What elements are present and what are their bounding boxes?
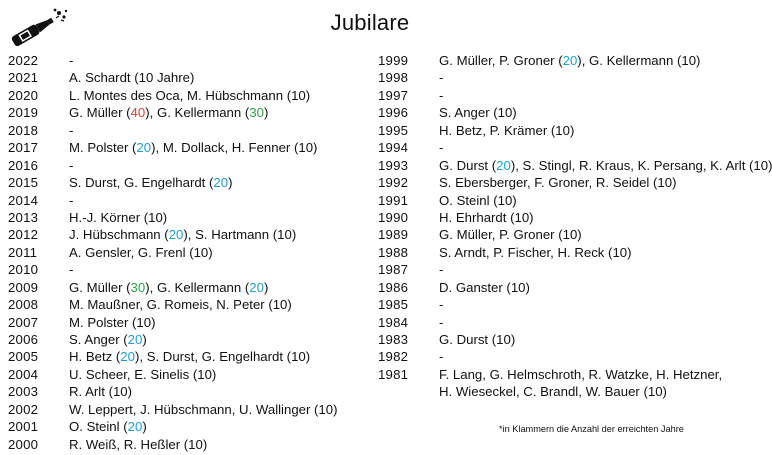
honorees-text: H. Wieseckel, C. Brandl, W. Bauer (10)	[439, 384, 667, 400]
year-label: 2020	[8, 87, 39, 103]
year-label: 2016	[8, 157, 39, 173]
honorees-text: H.-J. Körner (10)	[69, 209, 168, 225]
year-label: 1988	[378, 244, 409, 260]
year-label: 1999	[378, 53, 409, 68]
years-count: 20	[213, 175, 229, 191]
years-count: 20	[249, 279, 264, 295]
year-label: 2021	[8, 70, 39, 86]
honorees-text: -	[439, 262, 444, 278]
years-count: 40	[130, 105, 146, 121]
honorees-text: S. Arndt, P. Fischer, H. Reck (10)	[439, 244, 632, 260]
honorees-text: R. Weiß, R. Heßler (10)	[69, 436, 208, 452]
honorees-text: H. Betz, P. Krämer (10)	[439, 122, 575, 138]
year-label: 2014	[8, 192, 39, 208]
honorees-text: W. Leppert, J. Hübschmann, U. Wallinger (10)	[69, 401, 338, 417]
year-label: 2004	[8, 366, 39, 382]
honorees-text: D. Ganster (10)	[439, 279, 530, 295]
year-label: 2022	[8, 53, 39, 68]
year-label: 2010	[8, 262, 39, 278]
year-label: 2008	[8, 297, 39, 313]
year-label: 1993	[378, 157, 409, 173]
year-label: 1984	[378, 314, 409, 330]
year-label: 2001	[8, 419, 39, 435]
year-label: 2019	[8, 105, 39, 121]
honorees-text: M. Polster (10)	[69, 314, 156, 330]
page-title: Jubilare	[330, 10, 410, 35]
year-label: 2000	[8, 436, 39, 452]
years-count: 20	[136, 140, 152, 156]
years-count: 20	[168, 227, 184, 243]
years-count: 20	[127, 419, 143, 435]
year-label: 2018	[8, 122, 39, 138]
honorees-text: -	[439, 140, 444, 156]
honorees-text: H. Ehrhardt (10)	[439, 209, 534, 225]
year-label: 1992	[378, 175, 409, 191]
year-label: 2003	[8, 384, 39, 400]
honorees-text: -	[439, 349, 444, 365]
honorees-text: A. Schardt (10 Jahre)	[69, 70, 195, 86]
year-label: 2017	[8, 140, 39, 156]
year-label: 1997	[378, 87, 409, 103]
year-label: 1983	[378, 332, 409, 347]
honorees-text: S. Durst, G. Engelhardt (20)	[69, 175, 233, 191]
honorees-text: G. Müller (30), G. Kellermann (20)	[69, 279, 269, 295]
year-label: 2005	[8, 349, 39, 365]
year-label: 1989	[378, 227, 409, 243]
year-label: 1987	[378, 262, 409, 278]
honorees-text: L. Montes des Oca, M. Hübschmann (10)	[69, 87, 311, 103]
honorees-text: U. Scheer, E. Sinelis (10)	[69, 366, 217, 382]
years-count: 30	[130, 279, 146, 295]
year-label: 1994	[378, 140, 409, 156]
footnote: *in Klammern die Anzahl der erreichten Jahre	[499, 424, 684, 434]
year-label: 1991	[378, 192, 409, 208]
honorees-text: -	[439, 297, 444, 313]
years-count: 20	[562, 53, 578, 68]
year-label: 1990	[378, 209, 409, 225]
honorees-text: -	[439, 70, 444, 86]
year-label: 1996	[378, 105, 409, 121]
honorees-text: O. Steinl (20)	[69, 419, 147, 435]
honorees-text: M. Maußner, G. Romeis, N. Peter (10)	[69, 297, 292, 313]
honorees-text: S. Anger (10)	[439, 105, 517, 121]
honorees-text: J. Hübschmann (20), S. Hartmann (10)	[69, 227, 297, 243]
honorees-text: S. Ebersberger, F. Groner, R. Seidel (10)	[439, 175, 677, 191]
year-label: 2002	[8, 401, 39, 417]
year-label: 1982	[378, 349, 409, 365]
honorees-text: F. Lang, G. Helmschroth, R. Watzke, H. Hetzner,	[439, 366, 723, 382]
honorees-text: R. Arlt (10)	[69, 384, 133, 400]
year-label: 1986	[378, 279, 409, 295]
year-label: 2006	[8, 332, 39, 347]
honorees-text: -	[69, 157, 74, 173]
honorees-text: -	[439, 314, 444, 330]
honorees-text: S. Anger (20)	[69, 332, 147, 347]
year-label: 2011	[8, 244, 38, 260]
honorees-text: -	[439, 87, 444, 103]
year-label: 1981	[378, 366, 409, 382]
year-label: 2013	[8, 209, 39, 225]
honorees-text: -	[69, 53, 74, 68]
honorees-text: O. Steinl (10)	[439, 192, 517, 208]
year-label: 2012	[8, 227, 39, 243]
year-label: 2009	[8, 279, 39, 295]
honorees-text: A. Gensler, G. Frenl (10)	[69, 244, 213, 260]
honorees-text: G. Müller (40), G. Kellermann (30)	[69, 105, 269, 121]
year-label: 2015	[8, 175, 39, 191]
year-label: 1998	[378, 70, 409, 86]
year-label: 1985	[378, 297, 409, 313]
year-label: 2007	[8, 314, 39, 330]
years-count: 20	[127, 332, 143, 347]
honorees-text: -	[69, 122, 74, 138]
years-count: 20	[120, 349, 135, 365]
honorees-text: H. Betz (20), S. Durst, G. Engelhardt (10)	[69, 349, 311, 365]
honorees-text: M. Polster (20), M. Dollack, H. Fenner (10)	[69, 140, 318, 156]
year-label: 1995	[378, 122, 409, 138]
honorees-text: G. Müller, P. Groner (20), G. Kellermann (10)	[439, 53, 701, 68]
years-count: 30	[249, 105, 264, 121]
honorees-text: G. Müller, P. Groner (10)	[439, 227, 582, 243]
honorees-text: -	[69, 192, 74, 208]
honorees-text: -	[69, 262, 74, 278]
years-count: 20	[496, 157, 511, 173]
honorees-text: G. Durst (20), S. Stingl, R. Kraus, K. Persang, K. Arlt (10)	[439, 157, 772, 173]
honorees-text: G. Durst (10)	[439, 332, 516, 347]
